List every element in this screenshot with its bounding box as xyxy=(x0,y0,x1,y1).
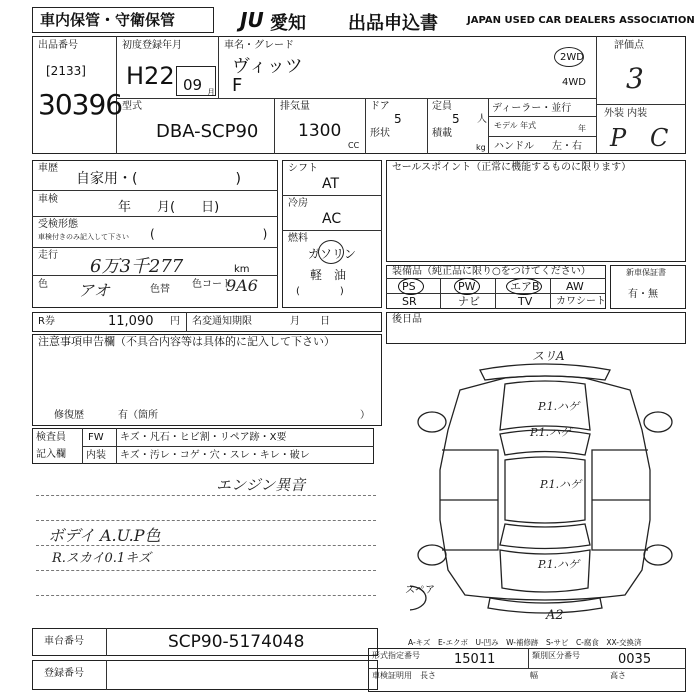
inspector-row-1: キズ・凡石・ヒビ割・リペア跡・X要 xyxy=(120,432,287,443)
capacity-unit: 人 xyxy=(477,114,487,125)
equip-tv: TV xyxy=(518,295,533,308)
front-right-wheel xyxy=(644,412,672,432)
first-registration-label: 初度登録年月 xyxy=(122,40,182,51)
handwritten-engine-note: エンジン異音 xyxy=(216,476,306,494)
equip-leather-seat: カワシート xyxy=(556,296,606,307)
diagram-mark-hood: P.1.ハゲ xyxy=(530,426,572,439)
length-label: 長さ xyxy=(420,671,436,680)
history-value: 自家用・( ) xyxy=(76,171,241,187)
displacement-label: 排気量 xyxy=(280,101,310,112)
rear-window-outline xyxy=(500,524,590,549)
chassis-number: SCP90-5174048 xyxy=(168,632,305,652)
displacement-unit: CC xyxy=(348,141,360,150)
dealer-label: ディーラー・並行 xyxy=(492,103,572,114)
damage-legend: A-キズ E-エクボ U-凹み W-補修跡 S-サビ C-腐食 XX-交換済 xyxy=(408,638,642,647)
front-left-wheel xyxy=(418,412,446,432)
capacity-label: 定員 xyxy=(432,101,452,112)
diagram-bottom-mark: A2 xyxy=(546,608,564,623)
chassis-label: 車台番号 xyxy=(44,636,84,647)
ju-logo: JU xyxy=(240,8,264,32)
association-name: JAPAN USED CAR DEALERS ASSOCIATION xyxy=(467,15,695,26)
equip-pw: PW xyxy=(458,280,476,293)
recycle-unit: 円 xyxy=(170,316,180,327)
cert-label: 車検証明用 xyxy=(372,671,412,680)
lot-number: 30396 xyxy=(38,88,123,121)
ac-label: 冷房 xyxy=(288,198,308,209)
category-label: 類別区分番号 xyxy=(532,651,580,660)
fuel-label: 燃料 xyxy=(288,233,308,244)
ext-int-label: 外装 内装 xyxy=(604,108,648,119)
inspector-row-2: キズ・汚レ・コゲ・穴・スレ・キレ・破レ xyxy=(120,450,310,461)
handwritten-body-note: ボデイ A.U.P色 xyxy=(48,526,161,545)
inspection-value: 年 月( 日) xyxy=(118,200,220,215)
inner-storage-label: 車内保管・守衛保管 xyxy=(40,11,176,29)
history-label: 車歴 xyxy=(38,163,58,174)
vehicle-name-label: 車名・グレード xyxy=(224,40,294,51)
registration-year: H22 xyxy=(126,62,175,90)
model-year-unit: 年 xyxy=(578,124,586,133)
shift-label: シフト xyxy=(288,163,318,174)
category-number: 0035 xyxy=(618,652,652,667)
handwritten-rear-note: R.スカイ0.1キズ xyxy=(52,551,151,566)
drive-4wd: 4WD xyxy=(562,77,586,88)
inspector-label-2: 記入欄 xyxy=(36,449,66,460)
form-title: 出品申込書 xyxy=(348,13,438,34)
sales-point-label: セールスポイント（正常に機能するものに限ります） xyxy=(392,162,632,173)
color-label: 色 xyxy=(38,279,48,290)
month-unit: 月 xyxy=(207,88,215,97)
model-code: DBA-SCP90 xyxy=(156,121,259,142)
diagram-top-mark: スリA xyxy=(532,349,565,363)
drive-2wd: 2WD xyxy=(560,52,584,63)
later-items-label: 後日品 xyxy=(392,314,422,325)
inspection-label: 車検 xyxy=(38,194,58,205)
capacity-value: 5 xyxy=(452,112,460,126)
doors-value: 5 xyxy=(394,112,402,126)
later-items-frame xyxy=(386,312,686,344)
lot-sub-number: [2133] xyxy=(46,64,86,78)
receipt-note: 車検付きのみ記入して下さい xyxy=(38,233,129,241)
doors-label: ドア xyxy=(370,101,390,112)
diagram-mark-roof: P.1.ハゲ xyxy=(540,478,582,491)
front-bumper-outline xyxy=(480,364,610,380)
diagram-mark-front: P.1.ハゲ xyxy=(538,400,580,413)
color-value: アオ xyxy=(78,281,110,300)
model-label: 型式 xyxy=(122,101,142,112)
spare-label: スペア xyxy=(405,585,435,596)
equip-pw-circle xyxy=(454,278,480,295)
rear-right-wheel xyxy=(644,545,672,565)
receipt-paren: ( ) xyxy=(150,227,268,241)
fuel-options: ガソリン xyxy=(308,247,357,261)
type-designation-label: 形式指定番号 xyxy=(372,651,420,660)
lot-number-label: 出品番号 xyxy=(38,40,78,51)
diagram-mark-trunk: P.1.ハゲ xyxy=(538,558,580,571)
color-code-value: 9A6 xyxy=(226,276,258,295)
equip-ps-circle xyxy=(398,278,424,295)
vehicle-grade: F xyxy=(232,75,243,96)
equipment-label: 装備品（純正品に限り○をつけてください） xyxy=(392,266,591,277)
exterior-grade: P xyxy=(610,124,627,152)
equip-navi: ナビ xyxy=(458,295,480,308)
sales-point-frame xyxy=(386,160,686,262)
handle-value: 左・右 xyxy=(552,141,582,152)
equip-sr: SR xyxy=(402,295,417,308)
ac-value: AC xyxy=(322,211,342,227)
fuel-circle xyxy=(318,240,344,264)
fuel-paren: ( ) xyxy=(296,286,344,297)
mileage-unit: km xyxy=(234,264,250,275)
displacement-value: 1300 xyxy=(298,121,342,141)
load-unit: kg xyxy=(476,143,486,152)
warranty-label: 新車保証書 xyxy=(626,268,666,277)
color-change-label: 色替 xyxy=(150,284,170,295)
height-label: 高さ xyxy=(610,671,626,680)
score-label: 評価点 xyxy=(614,40,644,51)
equip-airbag-circle xyxy=(506,278,542,295)
model-year-label: モデル 年式 xyxy=(494,121,537,130)
repair-close: ） xyxy=(360,410,370,421)
fuel-options-2: 軽 油 xyxy=(310,268,347,282)
recycle-label: R券 xyxy=(38,316,55,327)
equip-airbag: エアB xyxy=(510,280,540,293)
inspector-label-1: 検査員 xyxy=(36,432,66,443)
equip-aw: AW xyxy=(566,280,584,293)
reg-number-label: 登録番号 xyxy=(44,668,84,679)
vehicle-name: ヴィッツ xyxy=(232,56,303,77)
inspector-interior-tag: 内装 xyxy=(86,450,106,461)
repair-label: 修復歴 xyxy=(54,410,84,421)
shift-value: AT xyxy=(322,176,340,192)
interior-grade: C xyxy=(650,124,669,152)
score-value: 3 xyxy=(626,62,644,95)
warranty-value: 有・無 xyxy=(628,289,658,300)
drive-2wd-circle xyxy=(554,47,584,67)
mileage-value: 6万3千277 xyxy=(90,256,184,277)
notes-label: 注意事項申告欄（不具合内容等は具体的に記入して下さい） xyxy=(38,335,335,348)
receipt-label: 受検形態 xyxy=(38,219,78,230)
mileage-label: 走行 xyxy=(38,250,58,261)
rear-left-wheel xyxy=(418,545,446,565)
repair-value: 有（箇所 xyxy=(118,410,158,421)
load-label: 積載 xyxy=(432,128,452,139)
org-name: 愛知 xyxy=(270,13,306,34)
shape-label: 形状 xyxy=(370,128,390,139)
inspector-fw-tag: FW xyxy=(88,432,104,443)
type-designation-number: 15011 xyxy=(454,652,496,667)
equip-ps: PS xyxy=(402,280,416,293)
color-code-label: 色コード xyxy=(192,279,232,290)
recycle-amount: 11,090 xyxy=(108,314,154,329)
width-label: 幅 xyxy=(530,671,538,680)
notice-value: 月 日 xyxy=(290,316,330,327)
registration-month: 09 xyxy=(183,76,203,94)
notice-label: 名変通知期限 xyxy=(192,316,252,327)
handle-label: ハンドル xyxy=(494,141,534,152)
